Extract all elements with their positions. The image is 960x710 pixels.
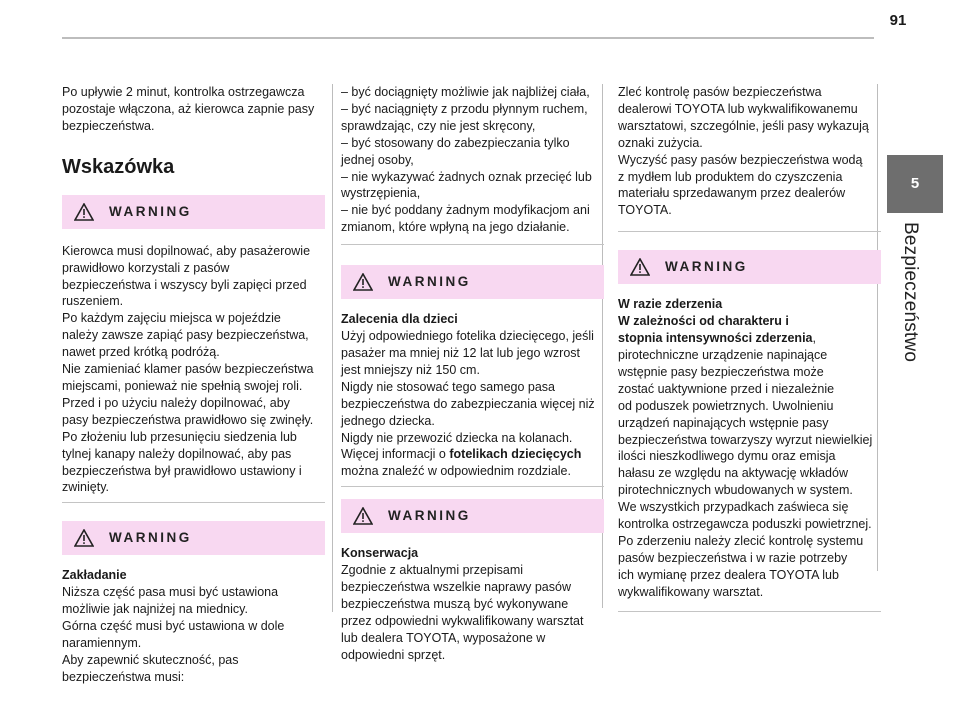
warning-header bbox=[618, 250, 881, 284]
text-line: Po zderzeniu należy zlecić kontrolę systemu bbox=[618, 533, 864, 548]
text-line: Aby zapewnić skuteczność, pas bbox=[62, 652, 239, 667]
column-1 bbox=[62, 84, 325, 710]
warning-title: W zależności od charakteru i bbox=[618, 314, 789, 329]
chapter-tab[interactable]: 5 bbox=[887, 155, 943, 213]
text-line: nawet przed krótką podróżą. bbox=[62, 345, 220, 360]
text-line: możliwie jak najniżej na miednicy. bbox=[62, 602, 248, 617]
warning-box bbox=[618, 250, 881, 611]
warning-box bbox=[341, 499, 604, 669]
text-line: miejscami, ponieważ nie spełnią swojej roli. bbox=[62, 378, 303, 393]
warning-header bbox=[62, 521, 325, 555]
text-line: jest mniejszy niż 150 cm. bbox=[341, 362, 480, 377]
text-line: ruszeniem. bbox=[62, 294, 124, 309]
text-line: Nigdy nie stosować tego samego pasa bbox=[341, 379, 556, 394]
warning-triangle-icon bbox=[74, 203, 94, 221]
warning-body bbox=[62, 555, 325, 691]
warning-label: WARNING bbox=[388, 274, 471, 290]
text-line: z mydłem lub produktem do czyszczenia bbox=[618, 169, 843, 184]
text-line: bezpieczeństwa musi: bbox=[62, 669, 185, 684]
reference-link[interactable]: fotelikach dziecięcych bbox=[449, 447, 582, 462]
list-item: jednej osoby, bbox=[341, 152, 414, 167]
list-item: sprawdzając, czy nie jest skręcony, bbox=[341, 118, 536, 133]
intro-paragraph bbox=[618, 84, 881, 219]
warning-label: WARNING bbox=[109, 530, 192, 546]
text-line: pirotechniczne urządzenie napinające bbox=[618, 347, 828, 362]
warning-body bbox=[341, 299, 604, 486]
text-line: bezpieczeństwa. bbox=[62, 118, 155, 133]
page-number: 91 bbox=[889, 12, 907, 29]
text-line: Więcej informacji o bbox=[341, 447, 450, 462]
text-line: pasy bezpieczeństwa prawidłowo się zwinęły. bbox=[62, 412, 314, 427]
text-line: zostać uaktywnione przed i niezależnie bbox=[618, 381, 835, 396]
text-line: przez odpowiedni wykwalifikowany warsztat bbox=[341, 613, 584, 628]
list-item: – być stosowany do zabezpieczania tylko bbox=[341, 135, 570, 150]
warning-label: WARNING bbox=[109, 203, 192, 219]
column-divider bbox=[332, 84, 333, 612]
text-line: odpowiedni sprzęt. bbox=[341, 647, 446, 662]
text-line: materiału sprzedawanym przez dealerów bbox=[618, 186, 846, 201]
text-line: bezpieczeństwa towarzyszy wyrzut niewielkiej bbox=[618, 432, 873, 447]
text-line: lub dealera TOYOTA, wyposażone w bbox=[341, 630, 546, 645]
text-line: Po każdym zajęciu miejsca w pojeździe bbox=[62, 311, 281, 326]
text-line: bezpieczeństwa muszą być wykonywane bbox=[341, 596, 569, 611]
text-line: pirotechnicznych wbudowanych w system. bbox=[618, 483, 853, 498]
text-line: We wszystkich przypadkach zaświeca się bbox=[618, 500, 849, 515]
text-line: naramiennym. bbox=[62, 635, 142, 650]
text-line: Niższa część pasa musi być ustawiona bbox=[62, 585, 279, 600]
text-line: oznaki zużycia. bbox=[618, 135, 703, 150]
text-line: Po upływie 2 minut, kontrolka ostrzegawcza bbox=[62, 85, 305, 99]
column-3 bbox=[618, 84, 881, 630]
warning-header bbox=[341, 265, 604, 299]
text-line: Zleć kontrolę pasów bezpieczeństwa bbox=[618, 85, 822, 99]
text-line: zwinięty. bbox=[62, 480, 110, 495]
warning-triangle-icon bbox=[353, 507, 373, 525]
warning-title: W razie zderzenia bbox=[618, 297, 723, 312]
text-line: Wyczyść pasy pasów bezpieczeństwa wodą bbox=[618, 152, 863, 167]
text-line: hałasu ze względu na aktywację wkładów bbox=[618, 466, 848, 481]
warning-triangle-icon bbox=[630, 258, 650, 276]
text-line: wykwalifikowany warsztat. bbox=[618, 584, 764, 599]
text-line: Użyj odpowiedniego fotelika dziecięcego, jeśli bbox=[341, 329, 594, 344]
text-line: Nigdy nie przewozić dziecka na kolanach. bbox=[341, 430, 573, 445]
list-item: – nie być poddany żadnym modyfikacjom ani bbox=[341, 203, 590, 218]
top-rule bbox=[62, 37, 874, 39]
text-line: pasażer ma mniej niż 12 lat lub jego wzrost bbox=[341, 345, 581, 360]
chapter-title: Bezpieczeństwo bbox=[900, 222, 921, 363]
warning-body bbox=[618, 284, 881, 610]
text-line: Górna część musi być ustawiona w dole bbox=[62, 619, 285, 634]
text-line: od poduszek powietrznych. Uwolnieniu bbox=[618, 398, 834, 413]
warning-label: WARNING bbox=[388, 508, 471, 524]
text-line: Zgodnie z aktualnymi przepisami bbox=[341, 563, 524, 578]
text-line: dealerowi TOYOTA lub wykwalifikowanemu bbox=[618, 101, 858, 116]
divider bbox=[341, 244, 604, 258]
text-line: wstępnie pasy bezpieczeństwa może bbox=[618, 364, 824, 379]
text-line: prawidłowo korzystali z pasów bbox=[62, 260, 230, 275]
text-line: ilości nieszkodliwego dymu oraz emisja bbox=[618, 449, 836, 464]
warning-title: Zalecenia dla dzieci bbox=[341, 312, 458, 327]
section-heading: Wskazówka bbox=[62, 155, 175, 178]
text-line: Kierowca musi dopilnować, aby pasażerowie bbox=[62, 243, 311, 258]
warning-label: WARNING bbox=[665, 259, 748, 275]
text-line: warsztatowi, szczególnie, jeśli pasy wykazują bbox=[618, 118, 869, 133]
text-line: Przed i po użyciu należy dopilnować, aby bbox=[62, 395, 290, 410]
list-item: zmianom, które wpłyną na jego działanie. bbox=[341, 220, 570, 235]
reference-line bbox=[341, 446, 604, 463]
text-line: tylnej kanapy należy dopilnować, aby pas bbox=[62, 446, 292, 461]
text-line: bezpieczeństwa do zabezpieczania więcej niż bbox=[341, 396, 595, 411]
warning-body bbox=[62, 229, 325, 503]
warning-title-line bbox=[618, 330, 881, 347]
list-item: – być dociągnięty możliwie jak najbliżej ciała, bbox=[341, 85, 590, 99]
intro-paragraph bbox=[62, 84, 325, 135]
text-line: bezpieczeństwa wszelkie naprawy pasów bbox=[341, 580, 571, 595]
text-line: ich wymianę przez dealera TOYOTA lub bbox=[618, 567, 839, 582]
divider bbox=[618, 231, 881, 242]
warning-header bbox=[341, 499, 604, 533]
list-item: – nie wykazywać żadnych oznak przecięć lub bbox=[341, 169, 592, 184]
text-line: bezpieczeństwa i wszyscy byli zapięci przed bbox=[62, 277, 307, 292]
text-line: pasów bezpieczeństwa i w razie potrzeby bbox=[618, 550, 848, 565]
list-item: – być naciągnięty z przodu płynnym ruchem, bbox=[341, 101, 588, 116]
warning-body bbox=[341, 533, 604, 669]
text-line: Nie zamieniać klamer pasów bezpieczeństwa bbox=[62, 362, 314, 377]
text-line: należy zawsze zapiąć pasy bezpieczeństwa, bbox=[62, 328, 309, 343]
warning-title: Zakładanie bbox=[62, 568, 127, 583]
text-line: Po złożeniu lub przesunięciu siedzenia lub bbox=[62, 429, 297, 444]
text-line: pozostaje włączona, aż kierowca zapnie pasy bbox=[62, 101, 315, 116]
text-line: kontrolka ostrzegawcza poduszki powietrznej. bbox=[618, 517, 872, 532]
warning-title: Konserwacja bbox=[341, 546, 419, 561]
warning-triangle-icon bbox=[353, 273, 373, 291]
text-line: bezpieczeństwa był prawidłowo ustawiony i bbox=[62, 463, 302, 478]
warning-box bbox=[62, 195, 325, 504]
text-line: TOYOTA. bbox=[618, 203, 672, 218]
warning-header bbox=[62, 195, 325, 229]
warning-title: stopnia intensywności zderzenia bbox=[618, 331, 813, 346]
text-line: jednego dziecka. bbox=[341, 413, 435, 428]
column-2 bbox=[341, 84, 604, 688]
warning-box bbox=[62, 521, 325, 691]
requirements-list bbox=[341, 84, 604, 236]
text-line: , bbox=[812, 331, 816, 346]
warning-box bbox=[341, 265, 604, 487]
list-item: wystrzępienia, bbox=[341, 186, 421, 201]
warning-triangle-icon bbox=[74, 529, 94, 547]
text-line: urządzeń napinających wstępnie pasy bbox=[618, 415, 829, 430]
text-line: można znaleźć w odpowiednim rozdziale. bbox=[341, 464, 571, 479]
